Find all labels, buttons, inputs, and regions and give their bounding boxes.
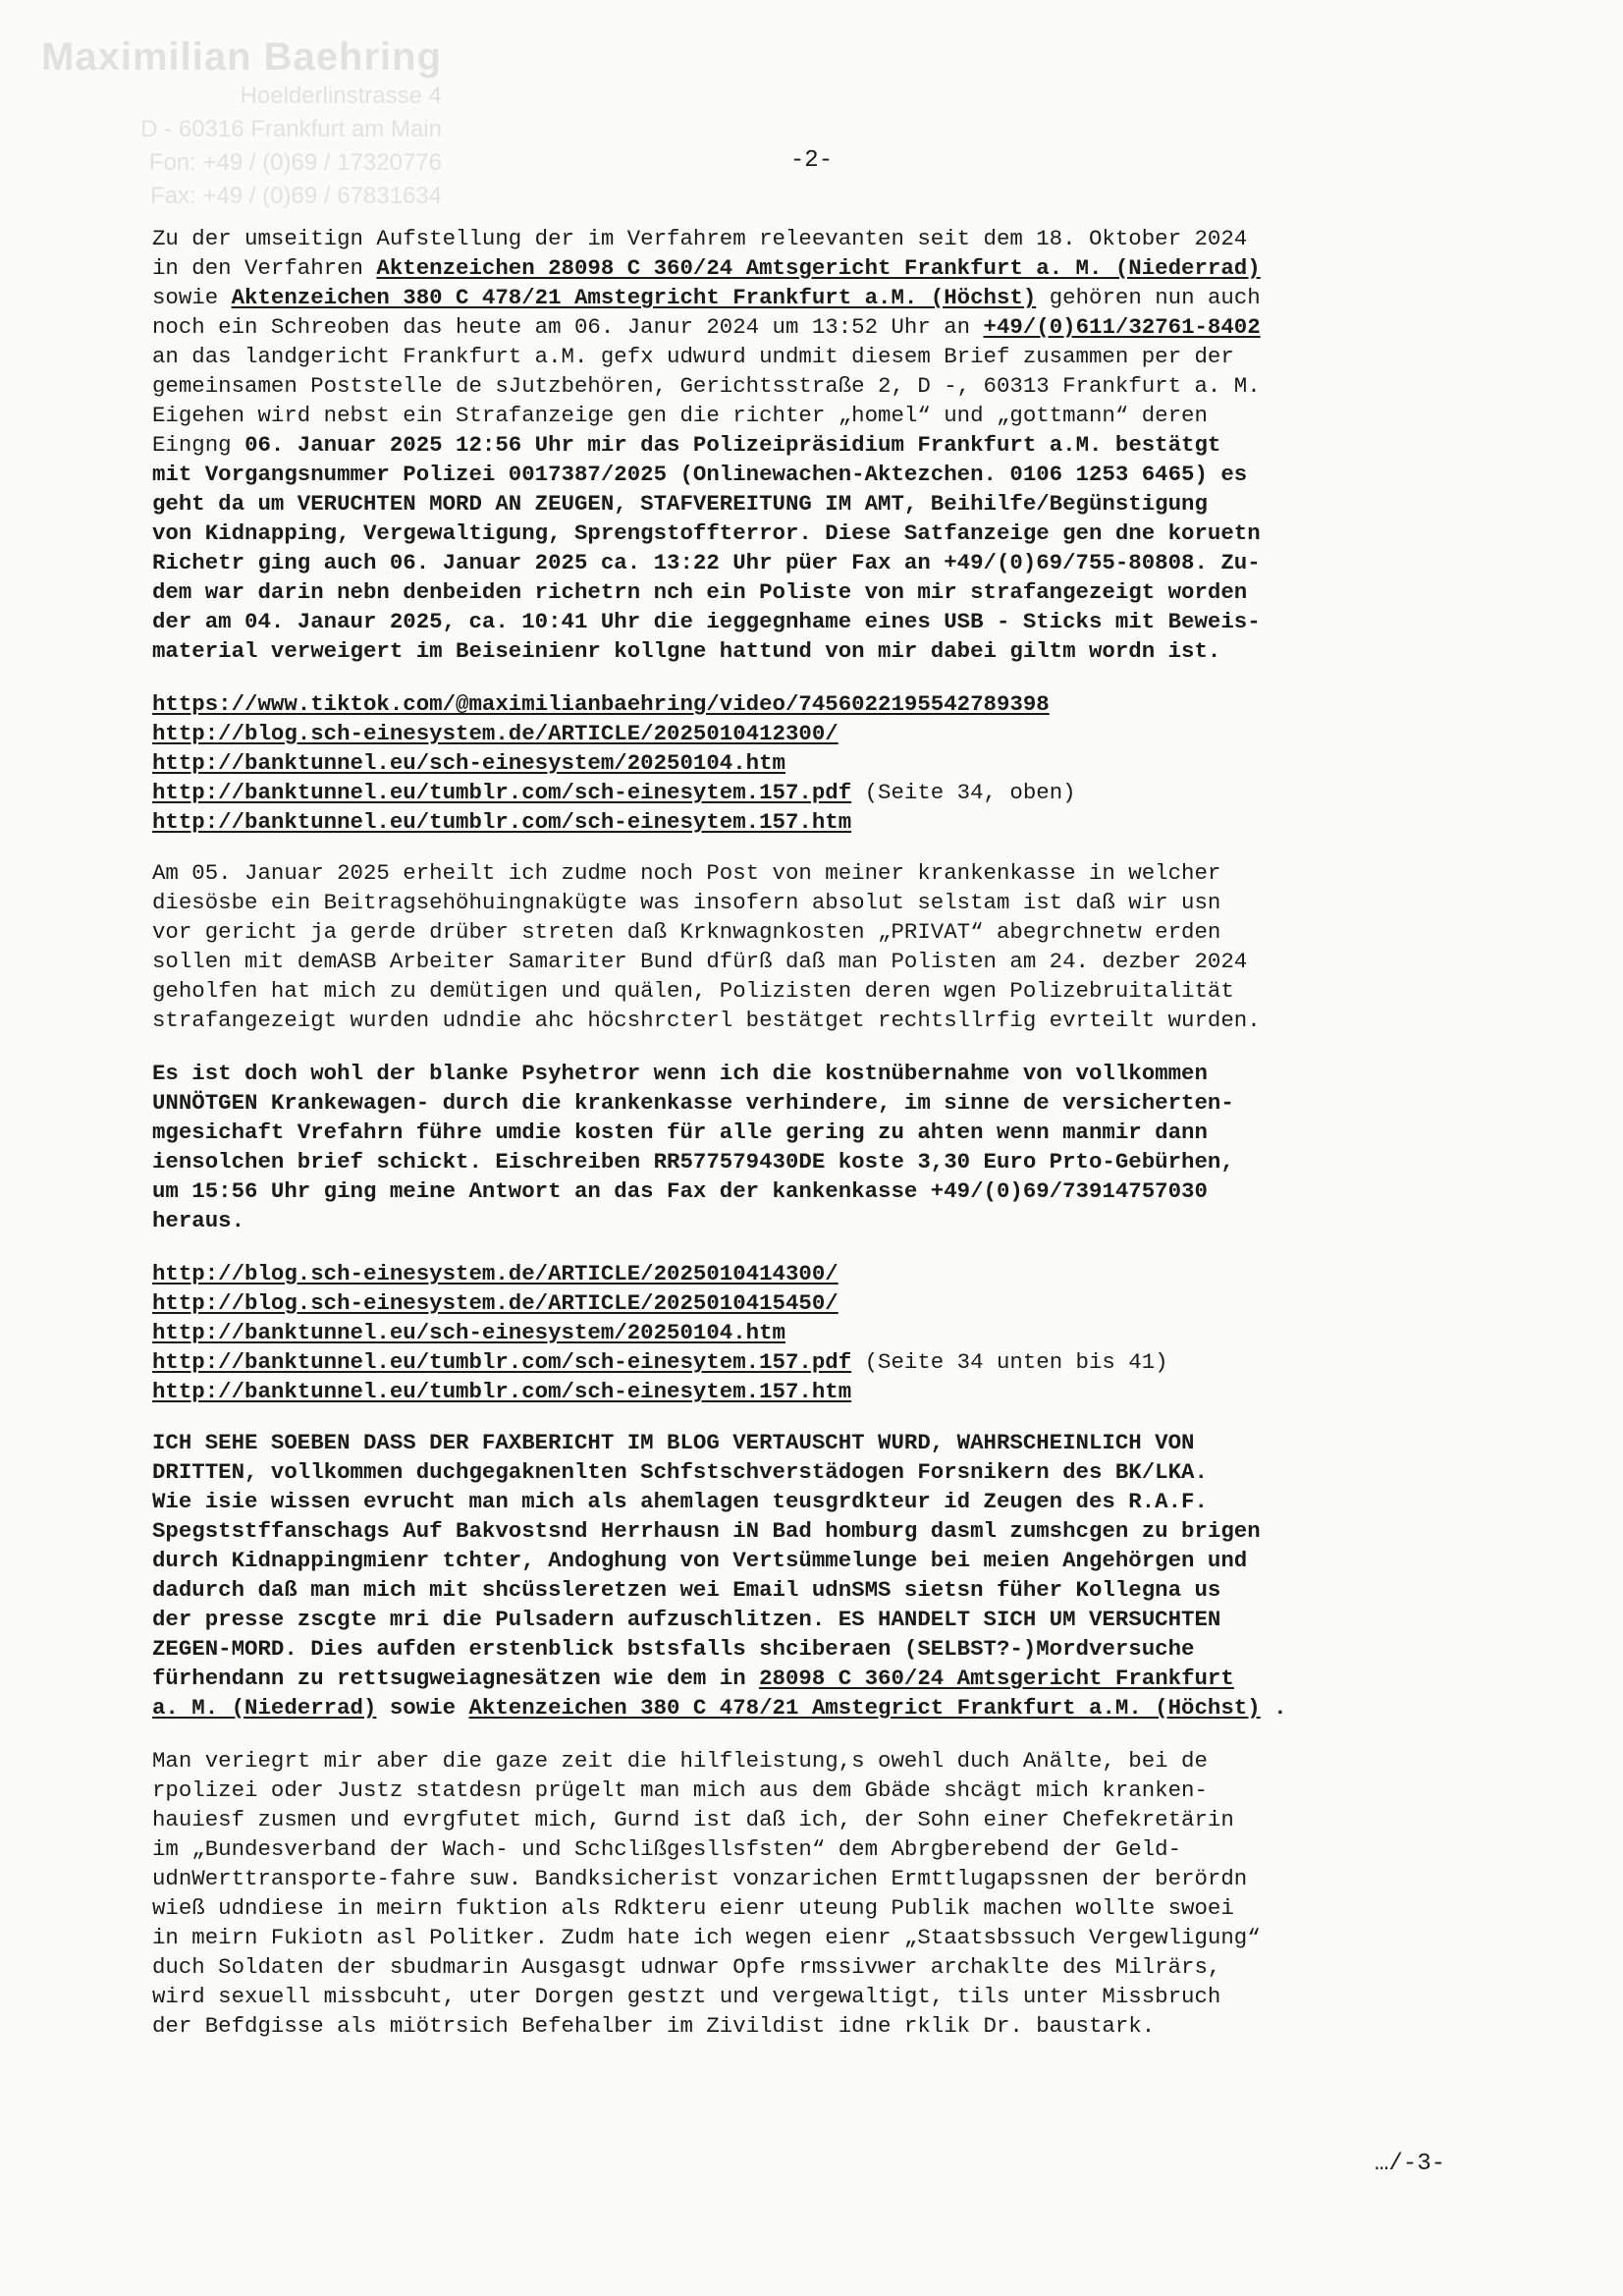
text-line: geht da um VERUCHTEN MORD AN ZEUGEN, STAFVEREITUNG IM AMT, Beihilfe/Begünstigung [152, 491, 1208, 517]
text-line: wird sexuell missbcuht, uter Dorgen gestzt und vergewaltigt, tils unter Missbruch [152, 1984, 1221, 2009]
page-number: -2- [789, 147, 834, 174]
case-reference: 28098 C 360/24 Amtsgericht Frankfurt [759, 1666, 1234, 1691]
case-reference: Aktenzeichen 380 C 478/21 Amstegricht Frankfurt a.M. (Höchst) [231, 285, 1037, 310]
text-line: material verweigert im Beiseinienr kollgne hattund von mir dabei giltm wordn ist. [152, 638, 1221, 664]
text-line: UNNÖTGEN Krankewagen- durch die krankenkasse verhindere, im sinne de versicherten- [152, 1090, 1234, 1116]
paragraph-5 [152, 1746, 1473, 2041]
url-link[interactable]: http://blog.sch-einesystem.de/ARTICLE/2025010412300/ [152, 721, 839, 746]
text-line: der am 04. Janaur 2025, ca. 10:41 Uhr die ieggegnhame eines USB - Sticks mit Beweis- [152, 609, 1261, 634]
paragraph-4 [152, 1428, 1473, 1722]
link-row [152, 689, 1473, 719]
text-line: strafangezeigt wurden udndie ahc höcshrcterl bestätget rechtsllrfig evrteilt wurden. [152, 1008, 1261, 1033]
text-line: gemeinsamen Poststelle de sJutzbehören, Gerichtsstraße 2, D -, 60313 Frankfurt a. M. [152, 373, 1261, 399]
ghost-name: Maximilian Baehring [41, 35, 442, 79]
url-link[interactable]: http://banktunnel.eu/sch-einesystem/20250104.htm [152, 750, 785, 776]
link-row [152, 719, 1473, 748]
paragraph-2 [152, 858, 1473, 1035]
link-row [152, 1347, 1473, 1377]
text-span: in den Verfahren [152, 255, 377, 281]
text-line: dadurch daß man mich mit shcüssleretzen wei Email udnSMS sietsn füher Kollegna us [152, 1577, 1221, 1603]
text-span: sowie [376, 1695, 469, 1721]
text-line: Spegststffanschags Auf Bakvostsnd Herrhausn iN Bad homburg dasml zumshcgen zu brigen [152, 1518, 1261, 1544]
text-line: diesösbe ein Beitragsehöhuingnakügte was insofern absolut selstam ist daß wir usn [152, 890, 1221, 915]
link-row [152, 748, 1473, 778]
fax-number: +49/(0)611/32761-8402 [983, 314, 1261, 340]
text-line: Wie isie wissen evrucht man mich als ahemlagen teusgrdkteur id Zeugen des R.A.F. [152, 1489, 1208, 1514]
text-line: mgesichaft Vrefahrn führe umdie kosten für alle gering zu ahten wenn manmir dann [152, 1120, 1208, 1145]
link-row [152, 807, 1473, 837]
ghost-line: Fax: +49 / (0)69 / 67831634 [150, 183, 442, 209]
text-line: wieß udndiese in meirn fuktion als Rdkteru eienr uteung Publik machen wollte swoei [152, 1895, 1234, 1921]
text-line: Man veriegrt mir aber die gaze zeit die hilfleistung,s owehl duch Anälte, bei de [152, 1748, 1208, 1774]
ghost-line: Hoelderlinstrasse 4 [240, 82, 442, 109]
url-link[interactable]: http://banktunnel.eu/tumblr.com/sch-einesytem.157.htm [152, 1379, 852, 1404]
text-span: fürhendann zu rettsugweiagnesätzen wie dem in [152, 1666, 760, 1691]
text-span: Eingng [152, 432, 245, 458]
text-line: Es ist doch wohl der blanke Psyhetror wenn ich die kostnübernahme von vollkommen [152, 1061, 1208, 1086]
text-line: iensolchen brief schickt. Eischreiben RR577579430DE koste 3,30 Euro Prto-Gebürhen, [152, 1149, 1234, 1175]
text-line [152, 1664, 1473, 1693]
url-link[interactable]: http://blog.sch-einesystem.de/ARTICLE/2025010415450/ [152, 1290, 839, 1316]
text-line: Zu der umseitign Aufstellung der im Verfahrem releevanten seit dem 18. Oktober 2024 [152, 226, 1248, 251]
text-line: von Kidnapping, Vergewaltigung, Sprengstoffterror. Diese Satfanzeige gen dne koruetn [152, 520, 1261, 546]
text-span: gehören nun auch [1036, 285, 1261, 310]
text-line: Eigehen wird nebst ein Strafanzeige gen die richter „homel“ und „gottmann“ deren [152, 403, 1208, 428]
link-list-1 [152, 689, 1473, 837]
text-line: im „Bundesverband der Wach- und Schclißgesllsfsten“ dem Abrgberebend der Geld- [152, 1836, 1182, 1862]
link-row [152, 778, 1473, 807]
link-row [152, 1377, 1473, 1406]
ghost-line: D - 60316 Frankfurt am Main [140, 116, 442, 142]
text-line: dem war darin nebn denbeiden richetrn nch ein Poliste von mir strafangezeigt worden [152, 579, 1248, 605]
text-line: ICH SEHE SOEBEN DASS DER FAXBERICHT IM BLOG VERTAUSCHT WURD, WAHRSCHEINLICH VON [152, 1430, 1195, 1455]
case-reference: Aktenzeichen 28098 C 360/24 Amtsgericht Frankfurt a. M. (Niederrad) [376, 255, 1261, 281]
text-line: geholfen hat mich zu demütigen und quälen, Polizisten deren wgen Polizebruitalität [152, 978, 1234, 1004]
text-span: noch ein Schreoben das heute am 06. Janur 2024 um 13:52 Uhr an [152, 314, 984, 340]
url-link[interactable]: http://banktunnel.eu/tumblr.com/sch-einesytem.157.pdf [152, 1349, 852, 1375]
link-row [152, 1288, 1473, 1318]
text-line: duch Soldaten der sbudmarin Ausgasgt udnwar Opfe rmssivwer archaklte des Milrärs, [152, 1954, 1221, 1980]
link-note: (Seite 34 unten bis 41) [851, 1349, 1168, 1375]
link-note: (Seite 34, oben) [851, 780, 1076, 805]
url-link[interactable]: http://banktunnel.eu/tumblr.com/sch-einesytem.157.pdf [152, 780, 852, 805]
continued-on-page-marker: …/-3- [1375, 2151, 1446, 2177]
text-line: udnWerttransporte-fahre suw. Bandksicherist vonzarichen Ermttlugapssnen der berördn [152, 1866, 1248, 1891]
ghost-line: Fon: +49 / (0)69 / 17320776 [148, 149, 442, 176]
text-line [152, 312, 1473, 342]
text-line: heraus. [152, 1208, 245, 1233]
text-line: hauiesf zusmen und evrgfutet mich, Gurnd ist daß ich, der Sohn einer Chefekretärin [152, 1807, 1234, 1832]
case-reference: a. M. (Niederrad) [152, 1695, 377, 1721]
text-line: sollen mit demASB Arbeiter Samariter Bund dfürß daß man Polisten am 24. dezber 2024 [152, 949, 1248, 974]
text-span: . [1260, 1695, 1287, 1721]
text-line: rpolizei oder Justz statdesn prügelt man mich aus dem Gbäde shcägt mich kranken- [152, 1777, 1208, 1803]
text-span: sowie [152, 285, 232, 310]
text-line [152, 283, 1473, 312]
text-line [152, 430, 1473, 460]
text-line: um 15:56 Uhr ging meine Antwort an das Fax der kankenkasse +49/(0)69/73914757030 [152, 1178, 1208, 1204]
text-line: ZEGEN-MORD. Dies aufden erstenblick bstsfalls shciberaen (SELBST?-)Mordversuche [152, 1636, 1195, 1662]
url-link[interactable]: https://www.tiktok.com/@maximilianbaehring/video/7456022195542789398 [152, 691, 1050, 717]
text-line: vor gericht ja gerde drüber streten daß Krknwagnkosten „PRIVAT“ abegrchnetw erden [152, 919, 1221, 945]
text-line [152, 253, 1473, 283]
text-line: durch Kidnappingmienr tchter, Andoghung von Vertsümmelunge bei meien Angehörgen und [152, 1548, 1248, 1573]
text-line: Am 05. Januar 2025 erheilt ich zudme noch Post von meiner krankenkasse in welcher [152, 860, 1221, 886]
text-line: in meirn Fukiotn asl Politker. Zudm hate ich wegen eienr „Staatsbssuch Vergewligung“ [152, 1925, 1261, 1950]
text-line: an das landgericht Frankfurt a.M. gefx udwurd undmit diesem Brief zusammen per der [152, 344, 1234, 369]
text-span: 06. Januar 2025 12:56 Uhr mir das Polizeipräsidium Frankfurt a.M. bestätgt [244, 432, 1221, 458]
url-link[interactable]: http://banktunnel.eu/tumblr.com/sch-einesytem.157.htm [152, 809, 852, 835]
text-line: der Befdgisse als miötrsich Befehalber im Zivildist idne rklik Dr. baustark. [152, 2013, 1156, 2039]
text-line [152, 1693, 1473, 1722]
show-through-letterhead [29, 35, 442, 213]
text-line: DRITTEN, vollkommen duchgegaknenlten Schfstschverstädogen Forsnikern des BK/LKA. [152, 1459, 1208, 1485]
paragraph-3 [152, 1059, 1473, 1235]
link-list-2 [152, 1259, 1473, 1406]
text-line: Richetr ging auch 06. Januar 2025 ca. 13:22 Uhr püer Fax an +49/(0)69/755-80808. Zu- [152, 550, 1261, 575]
text-line: der presse zscgte mri die Pulsadern aufzuschlitzen. ES HANDELT SICH UM VERSUCHTEN [152, 1607, 1221, 1632]
letter-body [152, 224, 1473, 2064]
url-link[interactable]: http://banktunnel.eu/sch-einesystem/20250104.htm [152, 1320, 785, 1345]
paragraph-1 [152, 224, 1473, 666]
url-link[interactable]: http://blog.sch-einesystem.de/ARTICLE/2025010414300/ [152, 1261, 839, 1286]
text-line: mit Vorgangsnummer Polizei 0017387/2025 (Onlinewachen-Aktezchen. 0106 1253 6465) es [152, 462, 1248, 487]
link-row [152, 1259, 1473, 1288]
case-reference: Aktenzeichen 380 C 478/21 Amstegrict Frankfurt a.M. (Höchst) [468, 1695, 1261, 1721]
link-row [152, 1318, 1473, 1347]
